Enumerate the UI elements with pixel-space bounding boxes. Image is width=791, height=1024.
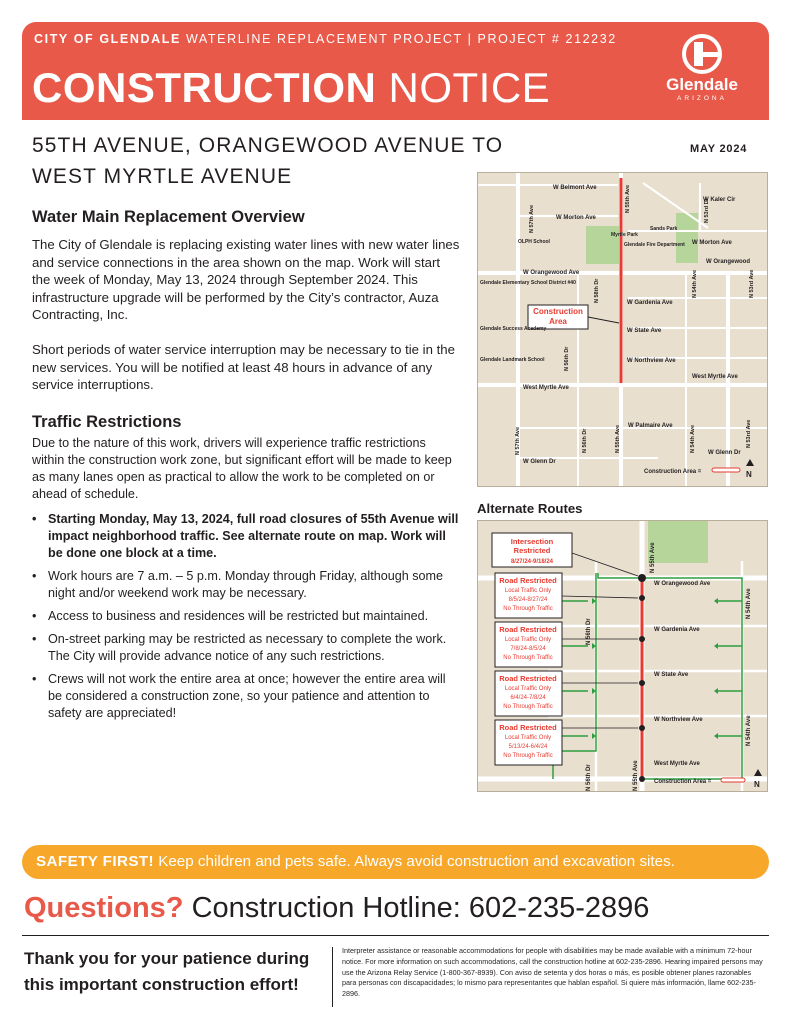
label-morton: W Morton Ave — [556, 215, 596, 221]
alt-label-55th-top: N 55th Ave — [650, 542, 656, 573]
park-area — [648, 521, 708, 563]
bullet-parking: • On-street parking may be restricted as necessary to complete the work. The City will provide advance notice of any such restrictions. — [32, 631, 462, 665]
footer-vertical-divider — [332, 947, 333, 1007]
hotline-text: Construction Hotline: 602-235-2896 — [183, 892, 650, 924]
svg-text:Local Traffic Only: Local Traffic Only — [504, 588, 552, 594]
overview-heading: Water Main Replacement Overview — [32, 208, 305, 226]
logo-state: ARIZONA — [677, 95, 727, 102]
label-olph: OLPH School — [518, 239, 550, 245]
alt-label-54th-bottom: N 54th Ave — [746, 715, 752, 746]
alternate-routes-title: Alternate Routes — [477, 501, 583, 516]
label-success-academy: Glendale Success Academy — [480, 326, 547, 332]
svg-text:Road Restricted: Road Restricted — [499, 723, 557, 732]
label-landmark: Glendale Landmark School — [480, 357, 545, 363]
label-gardenia: W Gardenia Ave — [627, 300, 673, 306]
notice-date: MAY 2024 — [690, 143, 748, 155]
svg-text:No Through Traffic: No Through Traffic — [503, 606, 553, 612]
questions-label: Questions? — [24, 892, 184, 924]
alt-label-54th-top: N 54th Ave — [746, 588, 752, 619]
callout-line-2: Area — [549, 317, 567, 326]
label-myrtle-east: West Myrtle Ave — [692, 374, 738, 380]
alt-label-56th-top: N 56th Dr — [586, 618, 592, 645]
project-subtitle — [34, 32, 617, 46]
label-belmont: W Belmont Ave — [553, 185, 597, 191]
svg-text:Road Restricted: Road Restricted — [499, 625, 557, 634]
bullet-access: • Access to business and residences will be restricted but maintained. — [32, 608, 462, 625]
label-palmaire: W Palmaire Ave — [628, 423, 673, 429]
label-myrtle-west: West Myrtle Ave — [523, 385, 569, 391]
label-57th-bottom: N 57th Ave — [515, 426, 521, 455]
title-bold: CONSTRUCTION — [32, 64, 377, 111]
project-title: 55TH AVENUE, ORANGEWOOD AVENUE TO WEST MYRTLE AVENUE — [32, 134, 504, 188]
alt-label-orangewood: W Orangewood Ave — [654, 581, 711, 587]
questions-line — [24, 888, 649, 928]
svg-text:No Through Traffic: No Through Traffic — [503, 704, 553, 710]
safety-text: Keep children and pets safe. Always avoid construction and excavation sites. — [154, 853, 675, 870]
svg-text:7/8/24-8/5/24: 7/8/24-8/5/24 — [510, 646, 546, 652]
svg-text:Road Restricted: Road Restricted — [499, 674, 557, 683]
bullet-crews: • Crews will not work the entire area at once; however the entire area will be considered a construction zone, so your patience and attention to safety are appreciated! — [32, 671, 462, 722]
label-fire-dept: Glendale Fire Department — [624, 242, 685, 248]
label-55th-bottom: N 55th Ave — [615, 424, 621, 453]
intersection-restricted-callout — [492, 533, 572, 567]
svg-text:Intersection: Intersection — [510, 537, 554, 546]
alt-label-55th-bottom: N 55th Ave — [633, 760, 639, 791]
label-54th-bottom: N 54th Ave — [690, 424, 696, 453]
safety-banner — [22, 845, 769, 879]
alternate-routes-map — [477, 520, 768, 792]
map1-legend-label: Construction Area = — [644, 469, 702, 475]
label-54th: N 54th Ave — [692, 269, 698, 298]
label-elementary: Glendale Elementary School District #40 — [480, 280, 576, 286]
alt-label-56th-bottom: N 56th Dr — [586, 764, 592, 791]
svg-text:N: N — [754, 780, 760, 789]
sands-park-area — [676, 213, 698, 263]
svg-text:5/13/24-6/4/24: 5/13/24-6/4/24 — [508, 744, 548, 750]
label-56th: N 56th Dr — [564, 346, 570, 371]
callout-line-1: Construction — [533, 307, 583, 316]
map1-legend-swatch — [712, 468, 740, 472]
alt-label-state: W State Ave — [654, 672, 689, 678]
label-orangewood-west: W Orangewood Ave — [523, 270, 580, 276]
label-orangewood-east: W Orangewood — [706, 259, 750, 265]
footer-divider — [22, 935, 769, 936]
label-57th-top: N 57th Ave — [529, 204, 535, 233]
project-line: WATERLINE REPLACEMENT PROJECT | PROJECT # 212232 — [185, 32, 617, 46]
thank-you-message: Thank you for your patience during this important construction effort! — [24, 949, 310, 994]
glendale-g-icon — [680, 34, 724, 74]
traffic-heading: Traffic Restrictions — [32, 413, 182, 431]
label-glenn-west: W Glenn Dr — [523, 459, 556, 465]
traffic-intro: Due to the nature of this work, drivers will experience traffic restrictions within the construction work zone, but significant effort will be made to keep as many lanes open as practical to allow the work to be completed on or ahead of schedule. — [32, 436, 452, 501]
alt-label-northview: W Northview Ave — [654, 717, 703, 723]
bullet-work-hours: • Work hours are 7 a.m. – 5 p.m. Monday through Friday, although some night and/or weekend work may be necessary. — [32, 568, 462, 602]
notice-title — [32, 64, 550, 112]
map2-legend-swatch — [721, 778, 745, 782]
label-53rd-top: N 53rd Dr — [704, 198, 710, 223]
title-light: NOTICE — [388, 64, 551, 111]
alt-label-gardenia: W Gardenia Ave — [654, 627, 700, 633]
svg-text:Restricted: Restricted — [513, 546, 551, 555]
label-58th: N 58th Dr — [594, 278, 600, 303]
safety-bold: SAFETY FIRST! — [36, 853, 154, 870]
alternate-routes-svg — [478, 521, 768, 792]
restriction-callout-2 — [495, 622, 562, 667]
svg-text:No Through Traffic: No Through Traffic — [503, 753, 553, 759]
restriction-callout-1 — [495, 573, 562, 618]
label-state: W State Ave — [627, 328, 662, 334]
overview-paragraph-2: Short periods of water service interruption may be necessary to tie in the new services. You will be notified at least 48 hours in advance of any service interruptions. — [32, 342, 455, 393]
restriction-callout-3 — [495, 671, 562, 716]
label-53rd-bottom: N 53rd Ave — [746, 419, 752, 448]
construction-map-svg — [478, 173, 768, 487]
label-northview: W Northview Ave — [627, 358, 676, 364]
city-name: CITY OF GLENDALE — [34, 32, 181, 46]
label-56th-bottom: N 56th Dr — [582, 428, 588, 453]
label-kaler: W Kaler Cir — [703, 197, 736, 203]
restriction-callout-4 — [495, 720, 562, 765]
svg-text:No Through Traffic: No Through Traffic — [503, 655, 553, 661]
svg-text:Local Traffic Only: Local Traffic Only — [504, 686, 552, 692]
bullet-closures: • Starting Monday, May 13, 2024, full road closures of 55th Avenue will impact neighborhood traffic. See alternate route on map. Work will be done one block at a time. — [32, 511, 462, 562]
svg-text:Local Traffic Only: Local Traffic Only — [504, 637, 552, 643]
label-morton-east: W Morton Ave — [692, 240, 732, 246]
label-glenn-east: W Glenn Dr — [708, 450, 741, 456]
svg-text:8/5/24-8/27/24: 8/5/24-8/27/24 — [508, 597, 548, 603]
map2-legend-label: Construction Area = — [654, 779, 712, 785]
traffic-bullets — [32, 511, 462, 728]
label-53rd: N 53rd Ave — [749, 269, 755, 298]
svg-text:Local Traffic Only: Local Traffic Only — [504, 735, 552, 741]
accessibility-fine-print: Interpreter assistance or reasonable accommodations for people with disabilities may be made available with a minimum 72-hour notice. For more information on such accommodations, call the construction hotline at 602-235-2896. Hearing impaired persons may use the Arizona Relay Service (1-800-367-8939). Con aviso de setenta y dos horas o más, es posible obtener planes razonables para personas con discapacidades; lo mismo para representantes que hablan español. Si quiere más información, llame 602-235-2896. — [342, 946, 763, 999]
svg-text:N: N — [746, 470, 752, 479]
intersection-dates: 8/27/24-9/18/24 — [510, 559, 554, 565]
label-myrtle-park: Myrtle Park — [611, 232, 638, 238]
svg-text:6/4/24-7/8/24: 6/4/24-7/8/24 — [510, 695, 546, 701]
construction-area-map — [477, 172, 768, 487]
label-sands-park: Sands Park — [650, 226, 678, 232]
label-55th-top: N 55th Ave — [625, 184, 631, 213]
glendale-logo — [652, 34, 752, 114]
overview-paragraph-1: The City of Glendale is replacing existing water lines with new water lines and service connections in the area shown on the map. Work will start the week of Monday, May 13, 2024 through September 2024. This infrastructure upgrade will be performed by the City’s contractor, Auza Contracting, Inc. — [32, 237, 460, 323]
logo-name: Glendale — [666, 75, 738, 94]
header-banner — [22, 22, 769, 120]
alt-label-myrtle: West Myrtle Ave — [654, 761, 700, 767]
svg-text:Road Restricted: Road Restricted — [499, 576, 557, 585]
